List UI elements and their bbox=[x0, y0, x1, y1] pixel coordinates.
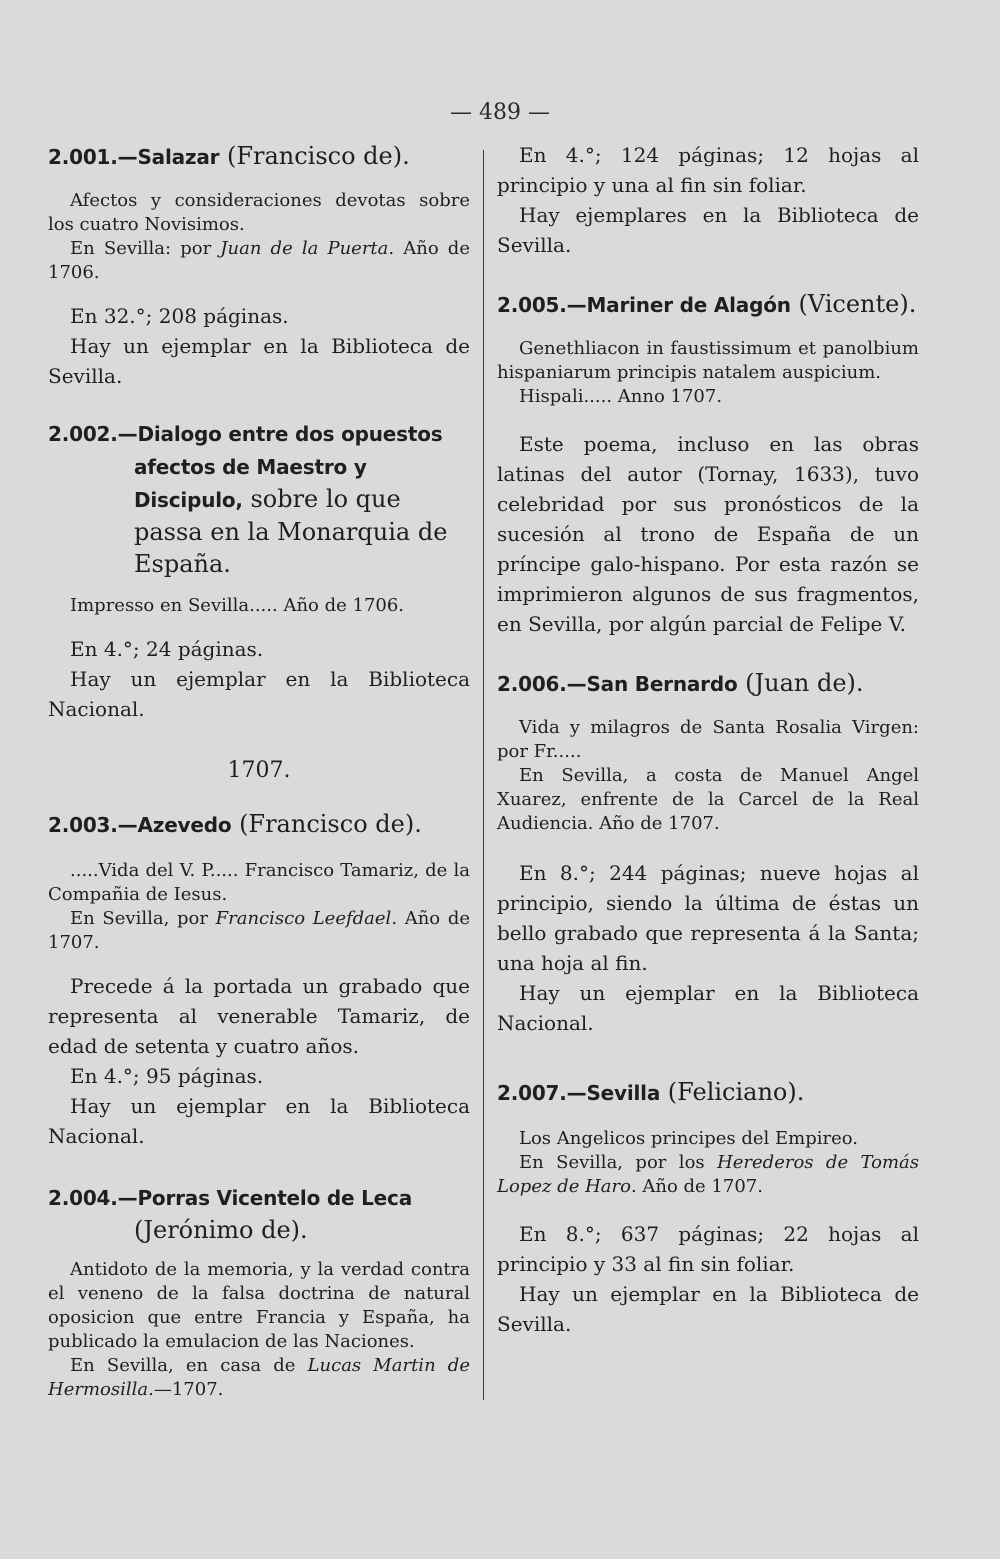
entry-heading bbox=[48, 808, 470, 841]
imprint-place: En Sevilla, en casa de bbox=[70, 1355, 308, 1376]
entry-title: Los Angelicos principes del Empireo. bbox=[519, 1128, 858, 1149]
entry-imprint bbox=[48, 907, 470, 955]
entry-number: 2.002.— bbox=[48, 422, 138, 446]
entry-author: Porras Vicentelo de Leca bbox=[137, 1186, 412, 1210]
entry-format: En 32.°; 208 páginas. bbox=[70, 304, 289, 328]
entry-format: En 4.°; 124 páginas; 12 hojas al principio y una al fin sin foliar. bbox=[497, 143, 919, 197]
entry-format: En 4.°; 24 páginas. bbox=[70, 637, 264, 661]
entry-format: En 4.°; 95 páginas. bbox=[70, 1064, 264, 1088]
entry-author-given-name: (Vicente). bbox=[798, 290, 917, 318]
left-column bbox=[48, 140, 470, 1402]
entry-2004-continued bbox=[497, 140, 919, 260]
entry-title: Afectos y consideraciones devotas sobre los cuatro Novisimos. bbox=[48, 190, 470, 235]
imprint-printer: Lucas Martin de Hermosilla bbox=[48, 1355, 470, 1400]
imprint-year: .—1707. bbox=[148, 1379, 224, 1400]
entry-imprint: En Sevilla, a costa de Manuel Angel Xuarez, enfrente de la Carcel de la Real Audiencia. Año de 1707. bbox=[497, 765, 919, 834]
imprint-year: . Año de 1707. bbox=[48, 908, 470, 953]
entry-author: Salazar bbox=[137, 145, 220, 169]
imprint-year: . Año de 1706. bbox=[48, 238, 470, 283]
entry-format: En 8.°; 637 páginas; 22 hojas al principio y 33 al fin sin foliar. bbox=[497, 1222, 919, 1276]
entry-author-given-name: (Francisco de). bbox=[226, 142, 410, 170]
entry-2005 bbox=[497, 288, 919, 639]
entry-heading bbox=[497, 667, 919, 700]
entry-imprint bbox=[497, 1151, 919, 1199]
entry-author-given-name: (Jerónimo de). bbox=[134, 1216, 308, 1244]
entry-2003 bbox=[48, 808, 470, 1151]
entry-number: 2.005.— bbox=[497, 293, 587, 317]
entry-heading bbox=[497, 1076, 919, 1109]
entry-number: 2.006.— bbox=[497, 672, 587, 696]
entry-holding: Hay un ejemplar en la Biblioteca de Sevilla. bbox=[497, 1282, 919, 1336]
imprint-printer: Juan de la Puerta bbox=[220, 238, 389, 259]
entry-2001 bbox=[48, 140, 470, 391]
imprint-printer: Francisco Leefdael bbox=[215, 908, 392, 929]
entry-imprint bbox=[48, 1354, 470, 1402]
entry-number: 2.007.— bbox=[497, 1081, 587, 1105]
entry-format: En 8.°; 244 páginas; nueve hojas al principio, siendo la última de éstas un bello grabado que representa á la Santa; una hoja al fin. bbox=[497, 861, 919, 975]
entry-imprint: Hispali..... Anno 1707. bbox=[519, 386, 723, 407]
entry-2006 bbox=[497, 667, 919, 1038]
entry-2004 bbox=[48, 1181, 470, 1402]
imprint-place: En Sevilla: por bbox=[70, 238, 221, 259]
entry-heading bbox=[48, 140, 470, 173]
entry-number: 2.003.— bbox=[48, 813, 138, 837]
imprint-year: . Año de 1707. bbox=[630, 1176, 763, 1197]
right-column bbox=[497, 140, 919, 1339]
imprint-printer: Herederos de Tomás Lopez de Haro bbox=[497, 1152, 920, 1197]
entry-number: 2.001.— bbox=[48, 145, 138, 169]
entry-title-rest: sobre lo que passa en la Monarquia de España. bbox=[134, 485, 448, 578]
entry-heading bbox=[48, 417, 470, 580]
entry-author: Mariner de Alagón bbox=[586, 293, 791, 317]
entry-author-given-name: (Feliciano). bbox=[667, 1078, 805, 1106]
imprint-place: En Sevilla, por bbox=[70, 908, 216, 929]
entry-holding: Hay un ejemplar en la Biblioteca Nacional. bbox=[48, 1094, 470, 1148]
entry-note: Este poema, incluso en las obras latinas del autor (Tornay, 1633), tuvo celebridad por sus pronósticos de la sucesión al trono de España de un príncipe galo-hispano. Por esta razón se imprimieron algunos de sus fragmentos, en Sevilla, por algún parcial de Felipe V. bbox=[497, 432, 919, 636]
entry-author-given-name: (Juan de). bbox=[745, 669, 864, 697]
entry-imprint: Impresso en Sevilla..... Año de 1706. bbox=[70, 595, 405, 616]
entry-author: San Bernardo bbox=[586, 672, 738, 696]
entry-title: Vida y milagros de Santa Rosalia Virgen: por Fr..... bbox=[497, 717, 919, 762]
column-divider bbox=[483, 150, 484, 1400]
page-number: — 489 — bbox=[450, 100, 550, 125]
entry-title: Genethliacon in faustissimum et panolbium hispaniarum principis natalem auspicium. bbox=[497, 338, 919, 383]
entry-holding: Hay un ejemplar en la Biblioteca Nacional. bbox=[497, 981, 919, 1035]
imprint-place: En Sevilla, por los bbox=[519, 1152, 718, 1173]
entry-author: Sevilla bbox=[586, 1081, 661, 1105]
entry-2002 bbox=[48, 417, 470, 724]
entry-note: Precede á la portada un grabado que representa al venerable Tamariz, de edad de setenta y cuatro años. bbox=[48, 974, 470, 1058]
entry-author-given-name: (Francisco de). bbox=[239, 810, 422, 838]
entry-author: Dialogo entre dos opuestos afectos de Maestro y Discipulo, bbox=[134, 422, 443, 512]
entry-title: Antidoto de la memoria, y la verdad contra el veneno de la falsa doctrina de natural oposicion que entre Francia y España, ha publicado la emulacion de las Naciones. bbox=[48, 1259, 470, 1352]
entry-heading bbox=[48, 1181, 470, 1246]
entry-holding: Hay un ejemplar en la Biblioteca Nacional. bbox=[48, 667, 470, 721]
entry-2007 bbox=[497, 1076, 919, 1339]
entry-holding: Hay ejemplares en la Biblioteca de Sevilla. bbox=[497, 203, 919, 257]
year-heading: 1707. bbox=[227, 758, 291, 783]
entry-author: Azevedo bbox=[137, 813, 232, 837]
entry-title: .....Vida del V. P..... Francisco Tamariz, de la Compañia de Iesus. bbox=[48, 860, 470, 905]
entry-holding: Hay un ejemplar en la Biblioteca de Sevilla. bbox=[48, 334, 470, 388]
entry-heading bbox=[497, 288, 919, 321]
entry-number: 2.004.— bbox=[48, 1186, 138, 1210]
entry-imprint bbox=[48, 237, 470, 285]
